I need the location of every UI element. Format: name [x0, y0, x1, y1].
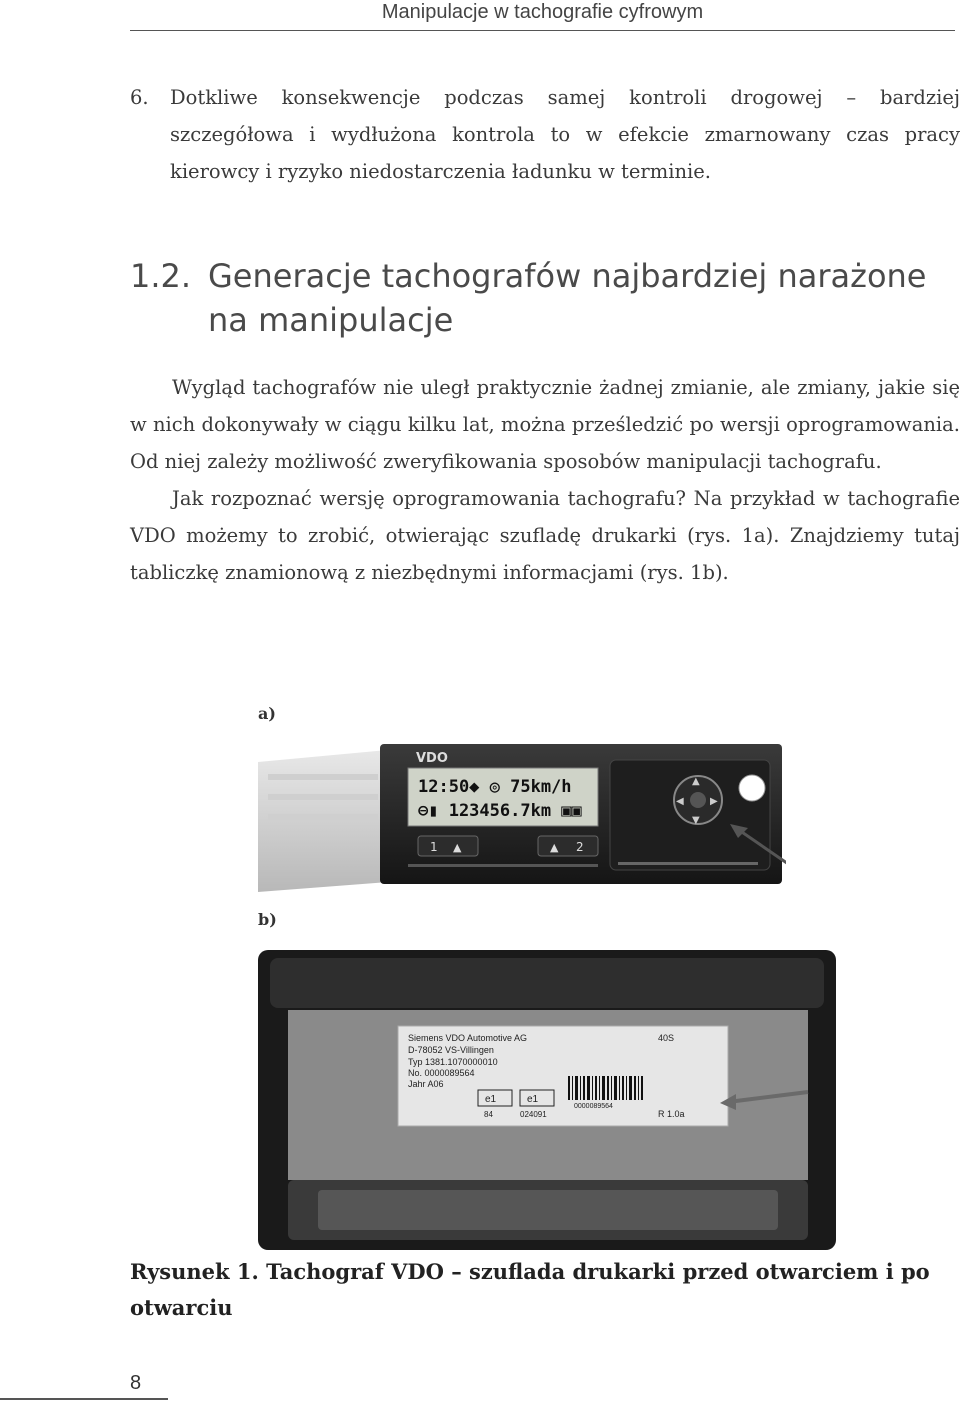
approval-mark-1: e1 — [485, 1094, 497, 1105]
section-number: 1.2. — [130, 257, 192, 295]
button-2-label: 2 — [576, 840, 584, 854]
body-text — [130, 369, 960, 591]
list-item-number: 6. — [130, 86, 149, 109]
display-line-2: ⊖▮ 123456.7km ▣▣ — [418, 801, 582, 821]
list-item-text: Dotkliwe konsekwencje podczas samej kontroli drogowej – bardziej szczegółowa i wydłużona kontrola to w efekcie zmarnowany czas pracy kierowcy i ryzyko niedostarczenia ładunku w terminie. — [170, 86, 960, 183]
section-heading — [130, 254, 960, 342]
drawer-release-hole — [739, 775, 765, 801]
footer-rule — [0, 1398, 168, 1400]
nameplate-code: 40S — [658, 1033, 675, 1043]
ok-button[interactable] — [690, 792, 706, 808]
card-slot-button-1[interactable] — [418, 836, 478, 856]
figure-b-nameplate — [258, 950, 836, 1250]
tachograph-photo — [258, 732, 786, 895]
nameplate-serial: No. 0000089564 — [408, 1068, 475, 1078]
list-item-6 — [130, 79, 960, 190]
drawer-photo — [258, 950, 836, 1250]
display-line-1: 12:50◆ ◎ 75km/h — [418, 777, 572, 797]
nameplate-year: Jahr A06 — [408, 1079, 444, 1089]
running-head: Manipulacje w tachografie cyfrowym — [130, 0, 955, 31]
barcode-number: 0000089564 — [574, 1103, 613, 1110]
up-arrow-icon: ▲ — [692, 776, 700, 787]
eject-icon-1: ▲ — [453, 841, 462, 854]
right-arrow-icon: ▶ — [710, 796, 718, 807]
card-slot-button-2[interactable] — [538, 836, 598, 856]
figure-caption: Rysunek 1. Tachograf VDO – szuflada drukarki przed otwarciem i po otwarciu — [130, 1259, 930, 1320]
paragraph-1: Wygląd tachografów nie uległ praktycznie żadnej zmianie, ale zmiany, jakie się w nich dokonywały w ciągu kilku lat, można prześledzić po wersji oprogramowania. Od niej zależy możliwość zweryfikowania sposobów manipulacji tachografu. — [130, 376, 960, 473]
paper-slot — [618, 862, 758, 865]
paragraph-2: Jak rozpoznać wersję oprogramowania tachografu? Na przykład w tachografie VDO możemy to zrobić, otwierając szufladę drukarki (rys. 1a). Znajdziemy tutaj tabliczkę znamionową z niezbędnymi informacjami (rys. 1b). — [130, 487, 960, 584]
down-arrow-icon: ▼ — [692, 815, 700, 826]
button-1-label: 1 — [430, 840, 438, 854]
nameplate-address: D-78052 VS-Villingen — [408, 1045, 494, 1055]
card-slot — [408, 864, 598, 867]
page-number: 8 — [130, 1372, 142, 1394]
eject-icon-2: ▲ — [550, 841, 559, 854]
left-arrow-icon: ◀ — [676, 796, 684, 807]
approval-mark-2: e1 — [527, 1094, 539, 1105]
brand-label: VDO — [416, 751, 448, 766]
nameplate-manufacturer: Siemens VDO Automotive AG — [408, 1033, 528, 1043]
housing-side — [258, 750, 388, 892]
nameplate-num-2: 024091 — [520, 1110, 547, 1119]
section-title: Generacje tachografów najbardziej narażone na manipulacje — [208, 257, 927, 339]
nameplate-num-1: 84 — [484, 1110, 493, 1119]
figure-label-a: a) — [258, 704, 276, 723]
figure-label-b: b) — [258, 910, 277, 929]
nameplate-release: R 1.0a — [658, 1109, 685, 1119]
nameplate-type: Typ 1381.1070000010 — [408, 1057, 498, 1067]
figure-a-tachograph — [258, 732, 786, 895]
